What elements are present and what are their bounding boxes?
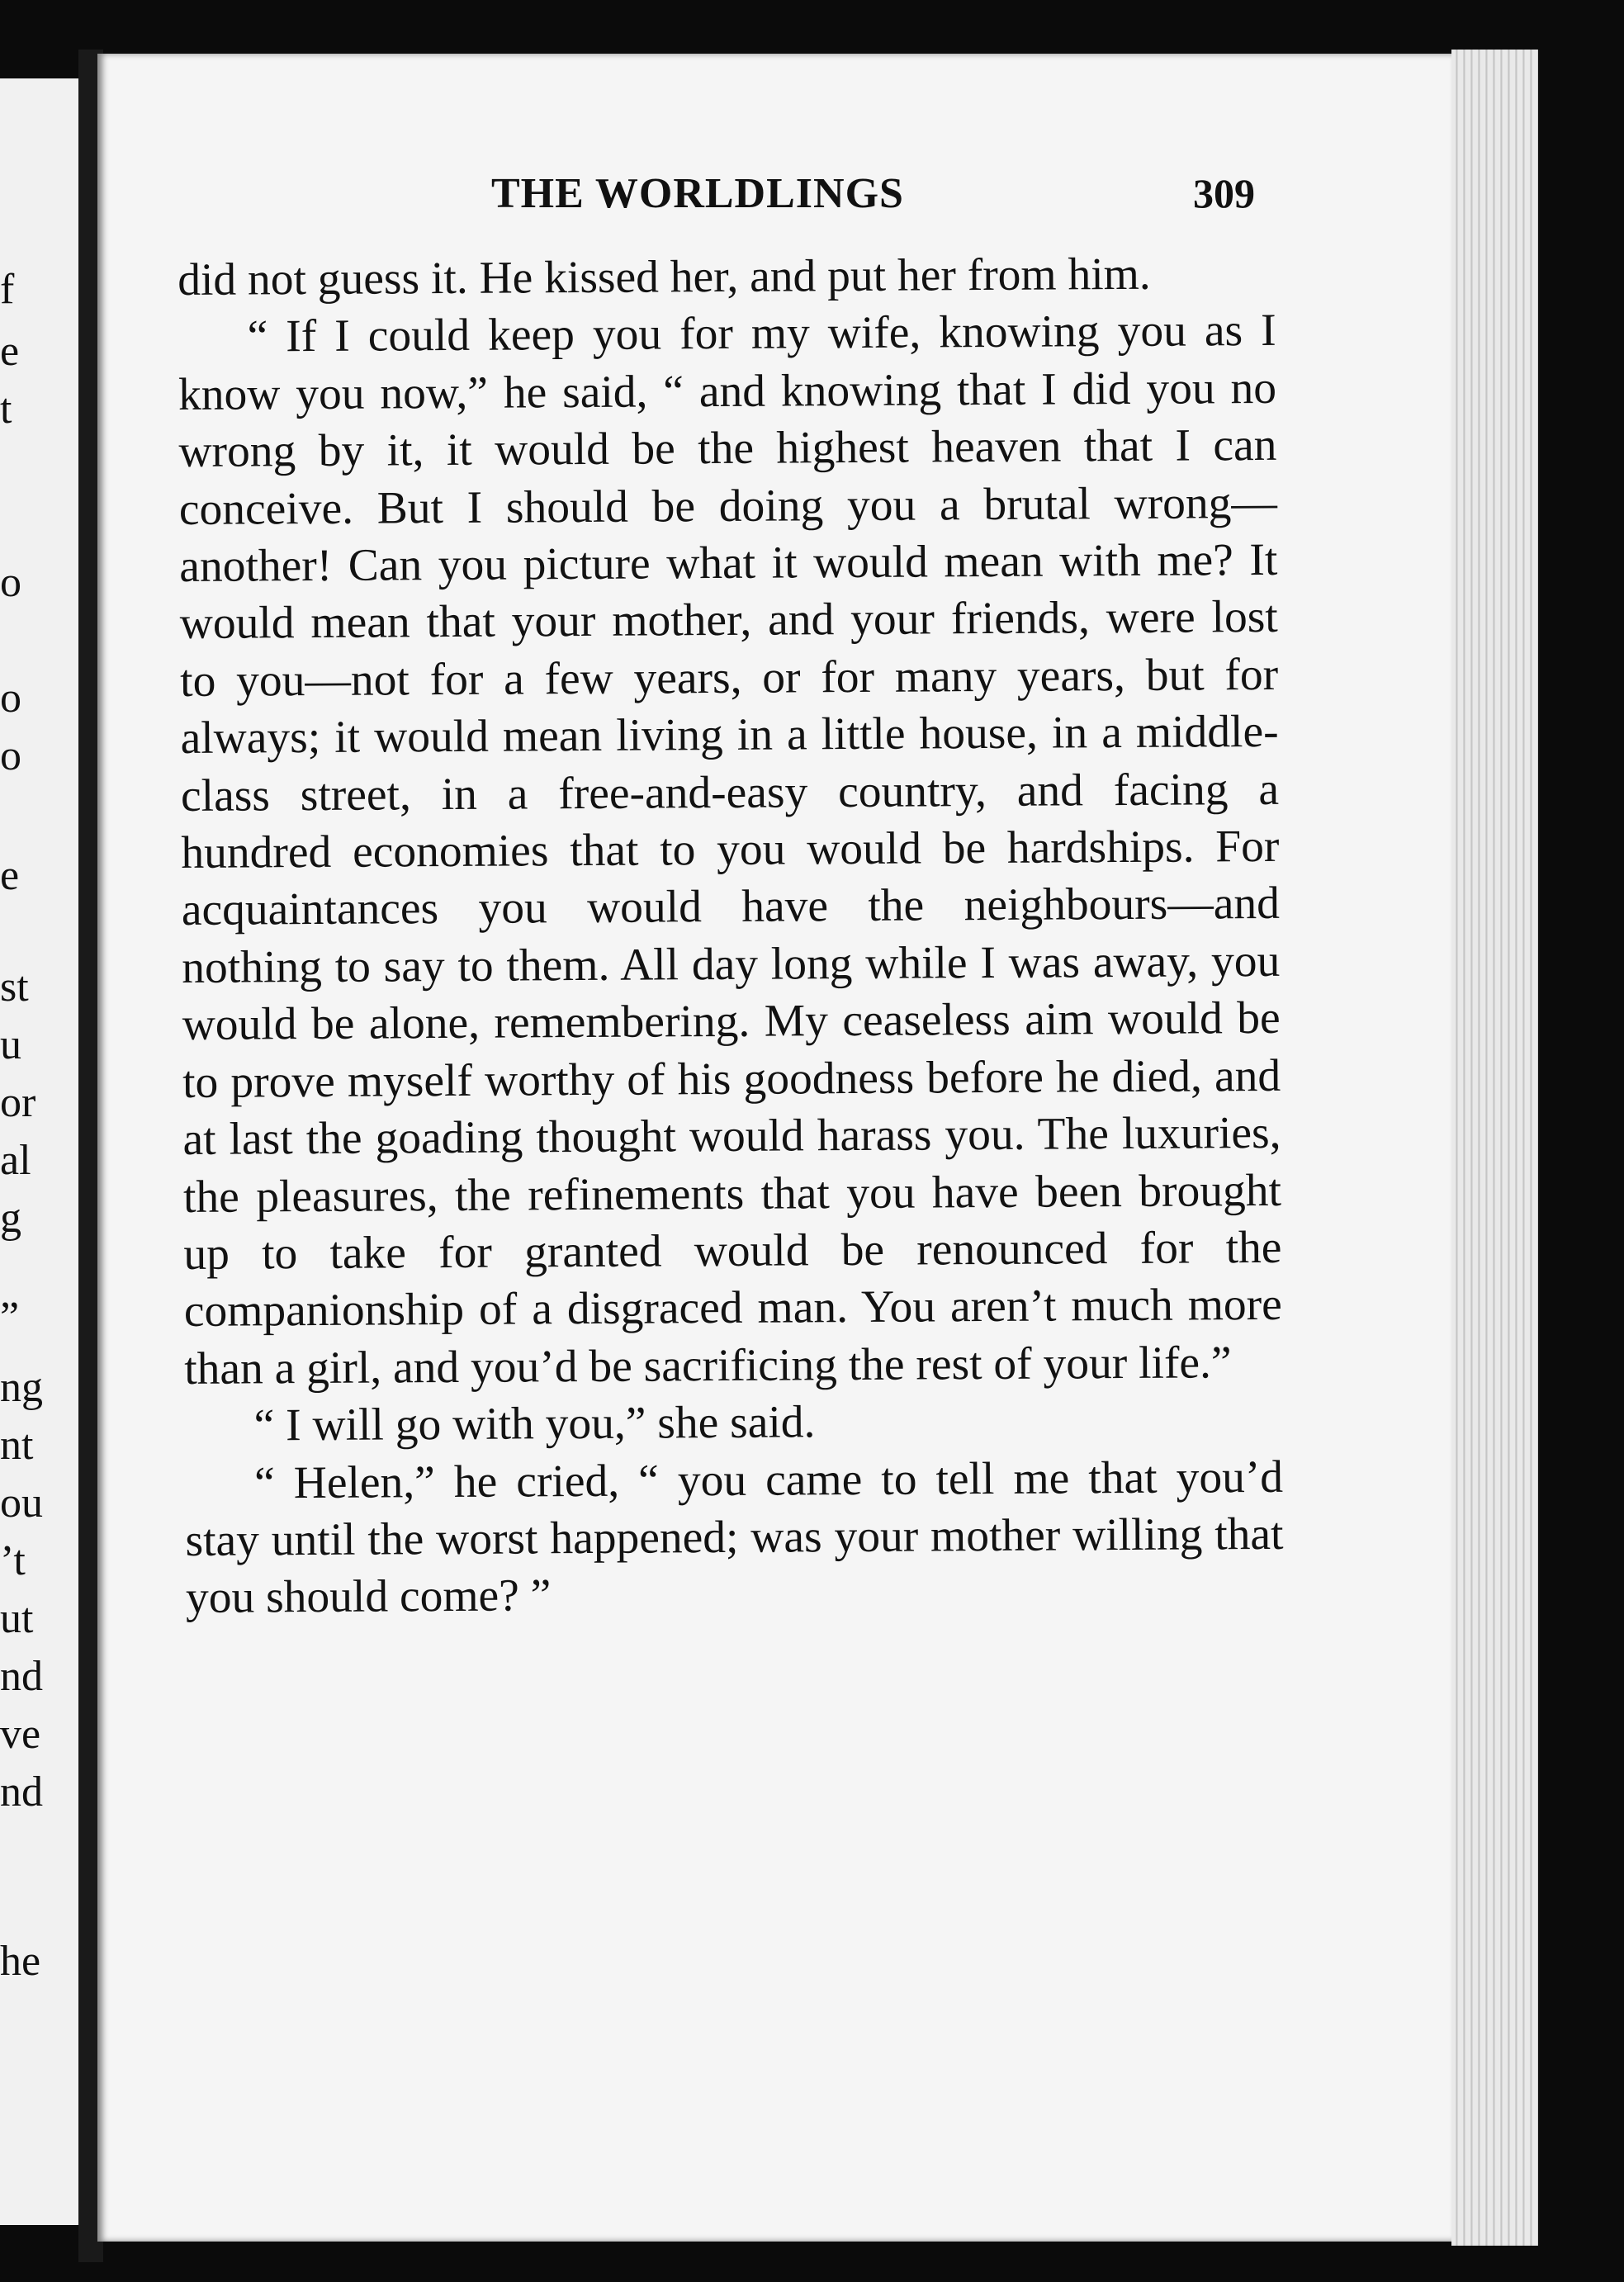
- paragraph: “ I will go with you,” she said.: [253, 1397, 816, 1451]
- left-page-fragment: e: [0, 852, 20, 899]
- left-page-fragment: he: [0, 1938, 41, 1985]
- left-page-fragment: ng: [0, 1364, 43, 1411]
- left-page-fragment: e: [0, 328, 20, 375]
- left-page-fragment: g: [0, 1195, 21, 1242]
- left-page-fragment: nd: [0, 1653, 43, 1700]
- left-page-fragment: or: [0, 1079, 36, 1126]
- left-page-fragment: o: [0, 732, 21, 779]
- page-number: 309: [1193, 170, 1255, 216]
- left-page-fragment: nt: [0, 1422, 34, 1469]
- left-page-fragment: f: [0, 266, 15, 313]
- left-page-fragment: nd: [0, 1768, 43, 1816]
- paragraph: did not guess it. He kissed her, and put her from him.: [178, 249, 1151, 305]
- paragraph: “ If I could keep you for my wife, knowing you as I know you now,” he said, “ and knowing that I did you no wrong by it, it would be the highest heaven that I can conceive. But I should be doing you a brutal wrong—another! Can you picture what it would mean with me? It would mean that your mother, and your friends, were lost to you—not for a few years, or for many years, but for always; it would mean living in a little house, in a middle-class street, in a free-and-easy country, and facing a hundred economies that to you would be hardships. For acquaintances you would have the neighbours—and nothing to say to them. All day long while I was away, you would be alone, remembering. My ceaseless aim would be to prove myself worthy of his goodness before he died, and at last the goading thought would harass you. The luxuries, the pleasures, the refinements that you have been brought up to take for granted would be renounced for the companionship of a disgraced man. You aren’t much more than a girl, and you’d be sacrificing the rest of your life.”: [178, 305, 1283, 1394]
- adjacent-page-fragment: [0, 78, 78, 2225]
- left-page-fragment: ou: [0, 1480, 43, 1527]
- left-page-fragment: st: [0, 963, 29, 1011]
- left-page-fragment: o: [0, 559, 21, 606]
- page-edge-stack: [1451, 50, 1538, 2246]
- left-page-fragment: u: [0, 1021, 21, 1068]
- paragraph: “ Helen,” he cried, “ you came to tell me that you’d stay until the worst happened; was your mother willing that you should come? ”: [185, 1451, 1284, 1624]
- left-page-fragment: ”: [0, 1294, 20, 1341]
- left-page-fragment: ’t: [0, 1537, 26, 1584]
- left-page-fragment: ve: [0, 1711, 41, 1758]
- left-page-fragment: ut: [0, 1595, 34, 1642]
- running-head: THE WORLDLINGS: [491, 170, 904, 217]
- left-page-fragment: t: [0, 386, 12, 433]
- left-page-fragment: o: [0, 675, 21, 722]
- left-page-fragment: al: [0, 1137, 31, 1184]
- body-text: [178, 245, 1284, 1627]
